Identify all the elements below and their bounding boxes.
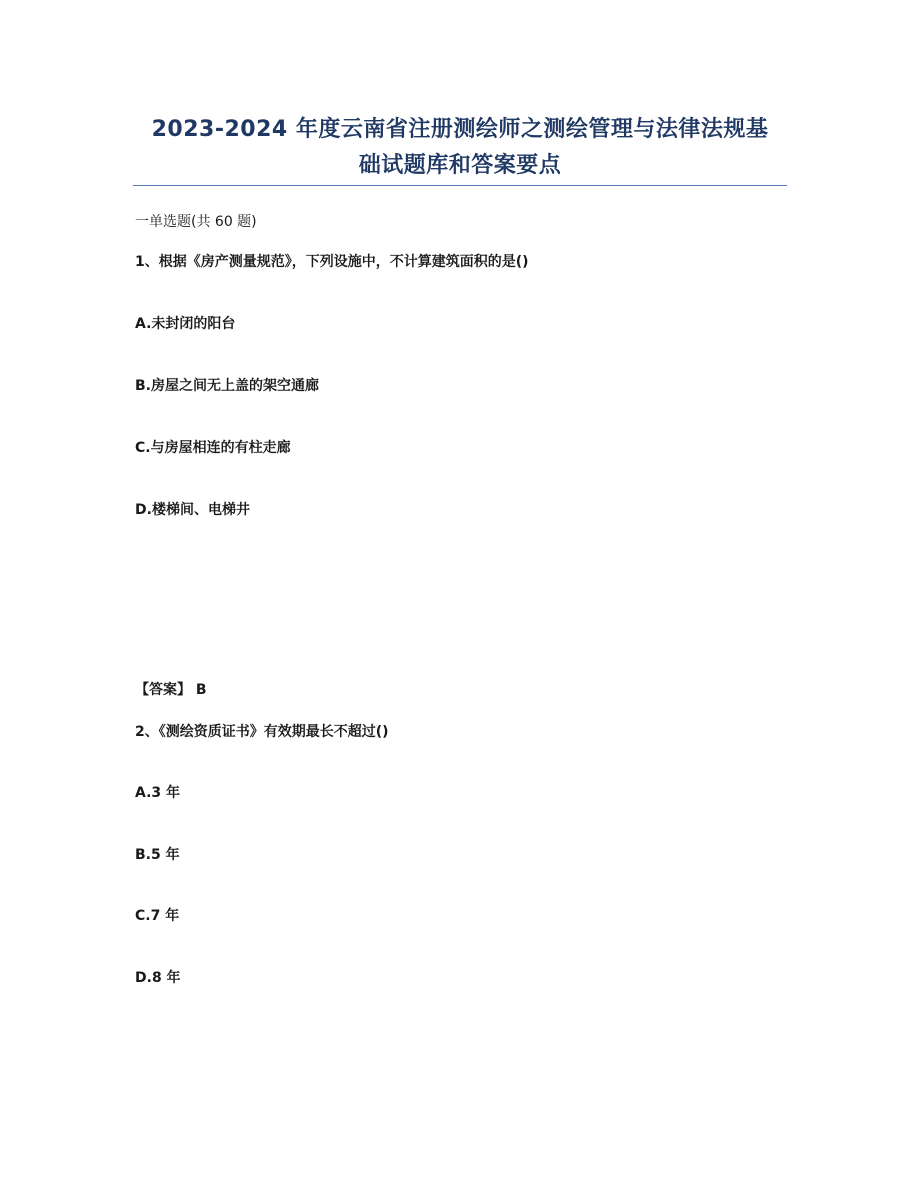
question-1-option-a: A.未封闭的阳台: [135, 316, 236, 332]
question-1-option-c: C.与房屋相连的有柱走廊: [135, 440, 291, 456]
question-2-stem: 2、《测绘资质证书》有效期最长不超过(): [135, 724, 389, 740]
question-2-option-c: C.7 年: [135, 908, 180, 924]
question-1-stem: 1、根据《房产测量规范》，下列设施中，不计算建筑面积的是(): [135, 254, 529, 270]
title-line-1: 2023-2024 年度云南省注册测绘师之测绘管理与法律法规基: [151, 117, 769, 142]
question-2-option-d: D.8 年: [135, 970, 181, 986]
question-1-answer: 【答案】 B: [135, 682, 207, 698]
question-2-option-b: B.5 年: [135, 847, 180, 863]
question-1-option-d: D.楼梯间、电梯井: [135, 502, 250, 518]
question-1-option-b: B.房屋之间无上盖的架空通廊: [135, 378, 319, 394]
title-line-2: 础试题库和答案要点: [358, 153, 562, 178]
document-title: [120, 112, 800, 184]
section-heading: 一单选题(共 60 题): [135, 214, 257, 230]
question-2-option-a: A.3 年: [135, 785, 181, 801]
title-divider: [133, 185, 787, 186]
